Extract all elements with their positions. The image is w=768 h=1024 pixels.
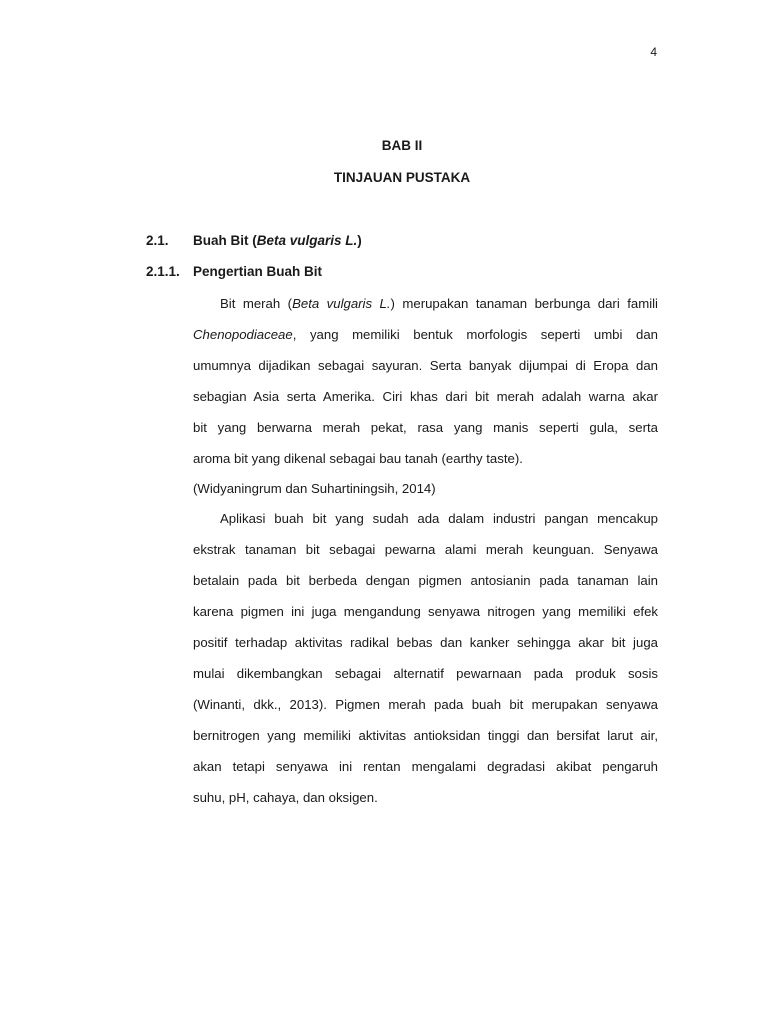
paragraph-line: akan tetapi senyawa ini rentan mengalami degradasi akibat pengaruh <box>193 759 658 774</box>
paragraph-line: positif terhadap aktivitas radikal bebas dan kanker sehingga akar bit juga <box>193 635 658 650</box>
text-run: ) merupakan tanaman berbunga dari famili <box>390 296 658 311</box>
paragraph-line: Aplikasi buah bit yang sudah ada dalam industri pangan mencakup <box>220 511 658 526</box>
paragraph-line: sebagian Asia serta Amerika. Ciri khas dari bit merah adalah warna akar <box>193 389 658 404</box>
paragraph-line: umumnya dijadikan sebagai sayuran. Serta banyak dijumpai di Eropa dan <box>193 358 658 373</box>
citation-text: (Widyaningrum dan Suhartiningsih, 2014) <box>193 481 436 496</box>
section-heading-2-1-1 <box>146 264 322 279</box>
paragraph-line: ekstrak tanaman bit sebagai pewarna alami merah keunguan. Senyawa <box>193 542 658 557</box>
paragraph-line: bit yang berwarna merah pekat, rasa yang manis seperti gula, serta <box>193 420 658 435</box>
section-title-prefix: Buah Bit ( <box>193 233 257 248</box>
paragraph-line: aroma bit yang dikenal sebagai bau tanah (earthy taste). <box>193 451 523 466</box>
paragraph-line: suhu, pH, cahaya, dan oksigen. <box>193 790 378 805</box>
section-heading-2-1 <box>146 233 362 248</box>
family-name: Chenopodiaceae <box>193 327 293 342</box>
subsection-title: Pengertian Buah Bit <box>193 264 323 279</box>
paragraph-line: bernitrogen yang memiliki aktivitas antioksidan tinggi dan bersifat larut air, <box>193 728 658 743</box>
text-run: Bit merah ( <box>220 296 293 311</box>
paragraph-line <box>193 296 658 327</box>
subsection-number: 2.1.1. <box>146 264 180 279</box>
scientific-name: Beta vulgaris L. <box>292 296 391 311</box>
chapter-title: TINJAUAN PUSTAKA <box>333 170 471 185</box>
paragraph-pengertian <box>193 296 658 482</box>
paragraph-aplikasi <box>193 511 658 821</box>
paragraph-line: betalain pada bit berbeda dengan pigmen antosianin pada tanaman lain <box>193 573 658 588</box>
page-number: 4 <box>650 45 657 59</box>
citation <box>193 481 658 512</box>
section-title-scientific-name: Beta vulgaris L. <box>256 233 358 248</box>
text-run: , yang memiliki bentuk morfologis seperti umbi dan <box>292 327 658 342</box>
chapter-number: BAB II <box>381 138 423 153</box>
paragraph-line: karena pigmen ini juga mengandung senyawa nitrogen yang memiliki efek <box>193 604 658 619</box>
paragraph-line <box>193 327 658 358</box>
paragraph-line: (Winanti, dkk., 2013). Pigmen merah pada buah bit merupakan senyawa <box>193 697 658 712</box>
section-title-suffix: ) <box>357 233 362 248</box>
paragraph-line: mulai dikembangkan sebagai alternatif pewarnaan pada produk sosis <box>193 666 658 681</box>
section-number: 2.1. <box>146 233 169 248</box>
